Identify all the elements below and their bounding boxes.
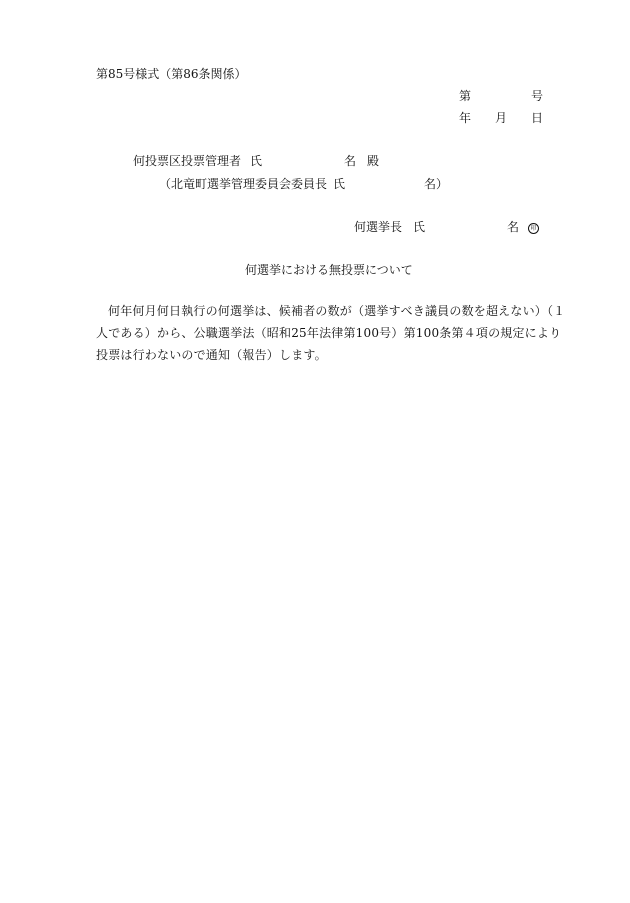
body-paragraph: 何年何月何日執行の何選挙は、候補者の数が（選挙すべき議員の数を超えない）（１人である）から、公職選挙法（昭和25年法律第100号）第100条第４項の規定により投票は行わないので通知（報告）します。: [96, 304, 566, 362]
addressee-mei: 名: [344, 154, 357, 168]
addressee-title: 何投票区投票管理者: [133, 154, 242, 168]
form-number: 第85号様式（第86条関係）: [96, 67, 247, 81]
doc-number-suffix: 号: [531, 89, 544, 103]
subject-title: 何選挙における無投票について: [245, 263, 413, 277]
date-month: 月: [495, 111, 508, 125]
date-day: 日: [531, 111, 544, 125]
addressee-alt-title: （北竜町選挙管理委員会委員長: [159, 177, 328, 191]
addressee-honorific: 殿: [367, 154, 380, 168]
sender-mei: 名: [507, 220, 520, 234]
date-year: 年: [459, 111, 472, 125]
sender-shi: 氏: [413, 220, 426, 234]
addressee-alt-mei: 名）: [424, 177, 449, 191]
doc-number-prefix: 第: [459, 89, 472, 103]
seal-mark-icon: 印: [528, 219, 539, 235]
addressee-alt-shi: 氏: [333, 177, 346, 191]
addressee-shi: 氏: [250, 154, 263, 168]
sender-title: 何選挙長: [354, 220, 403, 234]
